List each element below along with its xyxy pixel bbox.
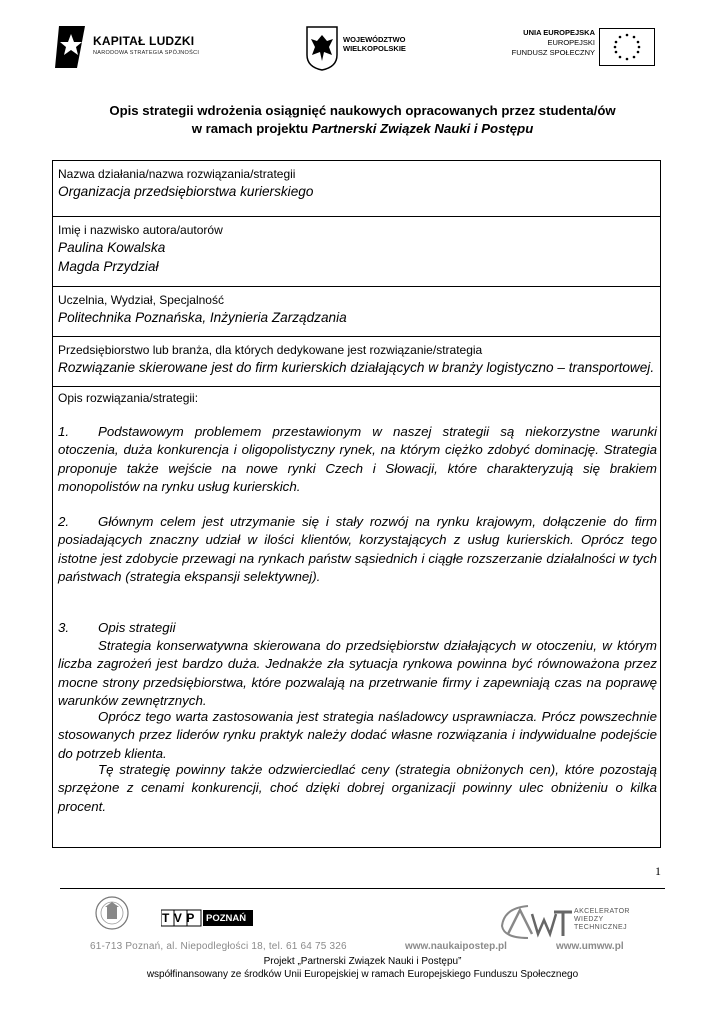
description-label: Opis rozwiązania/strategii: xyxy=(58,391,199,405)
subtitle-prefix: w ramach projektu xyxy=(191,121,312,136)
footer-link-naukaipostep[interactable]: www.naukaipostep.pl xyxy=(405,941,507,952)
action-name-field xyxy=(52,160,661,216)
paragraph-number: 3. xyxy=(58,620,70,635)
industry-label: Przedsiębiorstwo lub branża, dla których dedykowane jest rozwiązanie/strategia xyxy=(58,343,483,357)
page-number: 1 xyxy=(655,864,661,878)
description-paragraph-2 xyxy=(58,513,657,586)
description-paragraph-3b xyxy=(58,708,657,763)
wielkopolskie-line2: WIELKOPOLSKIE xyxy=(343,44,406,53)
tvp-city: POZNAŃ xyxy=(206,913,247,924)
awt-emblem-icon xyxy=(498,900,572,940)
kapital-ludzki-subtitle: NARODOWA STRATEGIA SPÓJNOŚCI xyxy=(93,50,200,56)
paragraph-heading: Opis strategii xyxy=(98,620,176,635)
paragraph-text: Tę strategię powinny także odzwierciedlać ceny (strategia obniżonych cen), które pozostają sprzężone z cenami konkurencji, choć dzięki dobrej organizacji powinny ulec obniżeniu o kilka procent. xyxy=(58,762,657,814)
kapital-ludzki-title: KAPITAŁ LUDZKI xyxy=(93,34,195,48)
wielkopolskie-text xyxy=(343,35,406,53)
paragraph-number: 1. xyxy=(58,424,70,439)
description-paragraph-3-heading xyxy=(58,619,657,637)
action-name-label: Nazwa działania/nazwa rozwiązania/strategii xyxy=(58,167,296,181)
wielkopolskie-logo xyxy=(305,25,405,73)
footer-link-umww[interactable]: www.umww.pl xyxy=(556,941,624,952)
document-subtitle xyxy=(60,121,665,136)
paragraph-text: Oprócz tego warta zastosowania jest strategia naśladowcy usprawniacza. Prócz powszechnie stosowanych przez liderów rynku praktyk należy dodać własne rozwiązania i indywidualne podejście do potrzeb klienta. xyxy=(58,709,657,761)
university-field xyxy=(52,286,661,336)
document-title: Opis strategii wdrożenia osiągnięć naukowych opracowanych przez studenta/ów xyxy=(109,103,616,118)
eu-line1: UNIA EUROPEJSKA xyxy=(523,28,595,37)
tvp-poznan-logo xyxy=(161,908,253,928)
description-paragraph-3c xyxy=(58,761,657,816)
tvp-label: TVP xyxy=(162,911,199,925)
footer-project: Projekt „Partnerski Związek Nauki i Postępu” xyxy=(263,956,462,967)
awt-text xyxy=(574,908,630,932)
eu-line3: FUNDUSZ SPOŁECZNY xyxy=(511,48,595,57)
politechnika-poznanska-logo xyxy=(95,896,129,930)
university-label: Uczelnia, Wydział, Specjalność xyxy=(58,293,224,307)
paragraph-number: 2. xyxy=(58,514,70,529)
description-paragraph-1 xyxy=(58,423,657,496)
paragraph-text: Strategia konserwatywna skierowana do przedsiębiorstw działających w otoczeniu, w którym liczba zagrożeń jest bardzo duża. Jednakże zła sytuacja rynkowa powinna być równoważona przez mocne strony przedsiębiorstwa, które pozwalają na przetrwanie firmy i zapewniają czas na poprawę warunków zewnętrznych. xyxy=(58,638,657,708)
kapital-ludzki-logo xyxy=(55,22,205,72)
eu-flag-icon xyxy=(599,28,655,66)
eagle-crest-icon xyxy=(305,25,339,71)
description-paragraph-3a xyxy=(58,637,657,710)
awt-line2: WIEDZY xyxy=(574,916,604,923)
awt-line3: TECHNICZNEJ xyxy=(574,924,628,931)
eu-line2: EUROPEJSKI xyxy=(547,38,595,47)
paragraph-text: Podstawowym problemem przestawionym w naszej strategii są niekorzystne warunki otoczenia, duża konkurencja i oligopolistyczny rynek, na którym ciężko zdobyć dominację. Strategia proponuje także wejście na nowe rynki Czech i Słowacji, które charakteryzują się brakiem monopolistów na rynku usług kurierskich. xyxy=(58,424,657,494)
industry-value: Rozwiązanie skierowane jest do firm kurierskich działających w branży logistyczno – transportowej. xyxy=(58,360,655,375)
action-name-value: Organizacja przedsiębiorstwa kurierskiego xyxy=(58,184,314,199)
authors-label: Imię i nazwisko autora/autorów xyxy=(58,223,223,237)
paragraph-text: Głównym celem jest utrzymanie się i stały rozwój na rynku krajowym, dołączenie do firm posiadających znaczny udział w ilości klientów, korzystających z usług kurierskich. Oprócz tego istotne jest zdobycie przewagi na rynkach państw sąsiednich i ciągłe rozszerzanie działalności w tych państwach (strategia ekspansji selektywnej). xyxy=(58,514,657,584)
wielkopolskie-line1: WOJEWÓDZTWO xyxy=(343,35,406,44)
university-value: Politechnika Poznańska, Inżynieria Zarządzania xyxy=(58,310,347,325)
eu-text xyxy=(475,28,595,58)
footer-divider xyxy=(60,888,665,889)
awt-logo xyxy=(498,900,648,940)
awt-line1: AKCELERATOR xyxy=(574,908,630,915)
university-seal-icon xyxy=(95,896,129,930)
footer-cofinanced: współfinansowany ze środków Unii Europejskiej w ramach Europejskiego Funduszu Społecznego xyxy=(146,969,579,980)
kapital-ludzki-emblem-icon xyxy=(55,22,91,72)
author-name: Paulina Kowalska xyxy=(58,240,166,255)
industry-field xyxy=(52,336,661,386)
author-name: Magda Przydział xyxy=(58,259,159,274)
description-field xyxy=(52,386,661,848)
eu-efs-logo xyxy=(511,28,655,68)
authors-field xyxy=(52,216,661,286)
footer-address: 61-713 Poznań, al. Niepodległości 18, tel. 61 64 75 326 xyxy=(90,941,347,952)
project-name: Partnerski Związek Nauki i Postępu xyxy=(311,121,534,136)
